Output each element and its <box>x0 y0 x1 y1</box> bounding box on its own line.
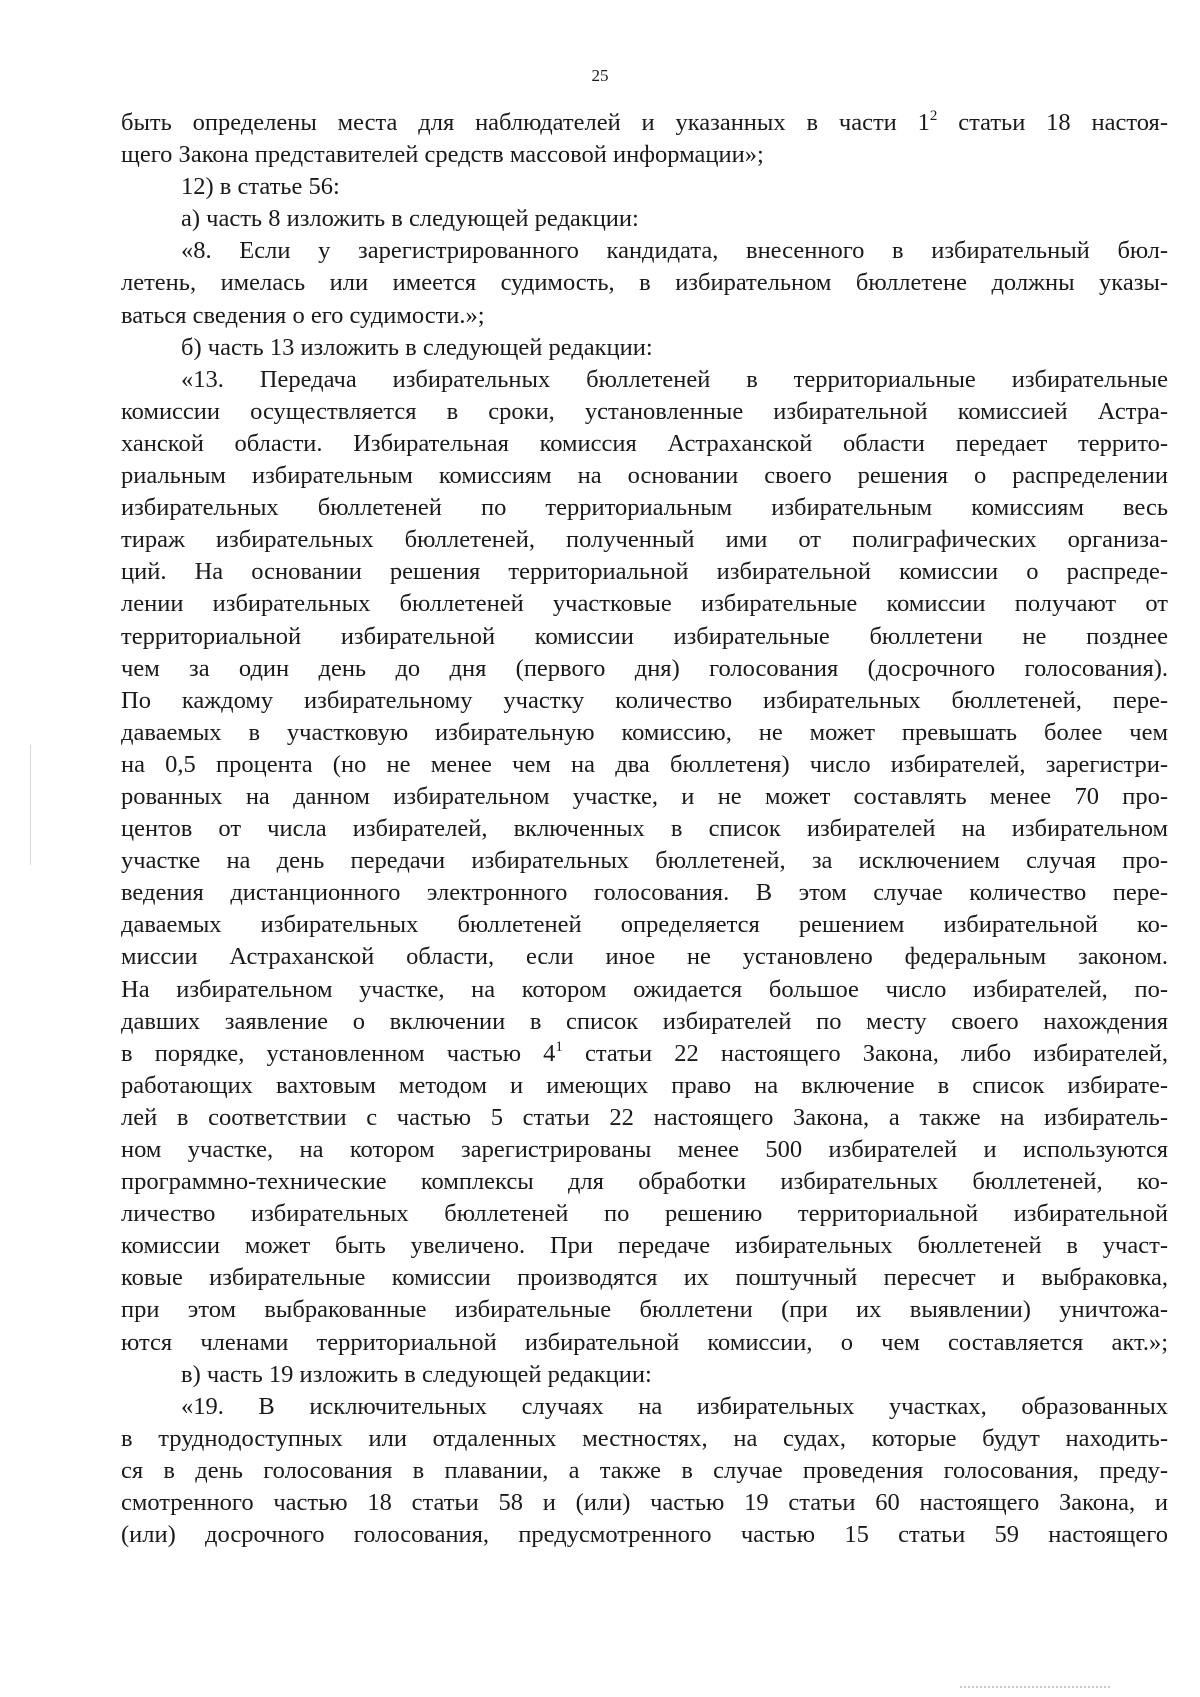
text-run: (или) досрочного голосования, предусмотренного частью 15 статьи 59 настоящего <box>121 1521 1168 1549</box>
text-line <box>121 1198 1168 1230</box>
text-run: а) часть 8 изложить в следующей редакции: <box>181 205 639 233</box>
text-line <box>121 781 1168 813</box>
text-run: комиссии осуществляется в сроки, установленные избирательной комиссией Астра- <box>121 397 1168 425</box>
text-line <box>121 1038 1168 1070</box>
text-run: статьи 18 настоя- <box>937 109 1168 136</box>
text-line <box>121 171 1168 203</box>
text-run: «8. Если у зарегистрированного кандидата, внесенного в избирательный бюл- <box>181 237 1168 265</box>
text-run: миссии Астраханской области, если иное не установлено федеральным законом. <box>121 943 1168 971</box>
text-run: «13. Передача избирательных бюллетеней в территориальные избирательные <box>181 365 1168 393</box>
text-line <box>121 235 1168 267</box>
text-line <box>121 1262 1168 1294</box>
superscript: 2 <box>929 108 938 124</box>
text-run: при этом выбракованные избирательные бюллетени (при их выявлении) уничтожа- <box>121 1296 1168 1324</box>
text-run: ся в день голосования в плавании, а также в случае проведения голосования, преду- <box>121 1456 1168 1484</box>
text-run: рованных на данном избирательном участке, и не может составлять менее 70 про- <box>121 782 1168 810</box>
text-run: ваться сведения о его судимости.»; <box>121 301 485 329</box>
text-line <box>121 492 1168 524</box>
text-run: в труднодоступных или отдаленных местностях, на судах, которые будут находить- <box>121 1424 1168 1452</box>
text-run: программно-технические комплексы для обработки избирательных бюллетеней, ко- <box>121 1168 1168 1196</box>
text-run: лении избирательных бюллетеней участковые избирательные комиссии получают от <box>121 590 1168 618</box>
text-line <box>121 621 1168 653</box>
text-run: смотренного частью 18 статьи 58 и (или) частью 19 статьи 60 настоящего Закона, и <box>121 1489 1168 1517</box>
text-line <box>121 653 1168 685</box>
text-run: ковые избирательные комиссии производятся их поштучный пересчет и выбраковка, <box>121 1264 1168 1292</box>
text-line <box>121 1359 1168 1391</box>
text-run: территориальной избирательной комиссии избирательные бюллетени не позднее <box>121 622 1168 650</box>
text-line <box>121 460 1168 492</box>
text-run: риальным избирательным комиссиям на основании своего решения о распределении <box>121 462 1168 490</box>
text-line <box>121 1391 1168 1423</box>
text-line <box>121 1519 1168 1551</box>
text-line <box>121 813 1168 845</box>
text-line <box>121 107 1168 139</box>
text-line <box>121 909 1168 941</box>
text-line <box>121 300 1168 332</box>
text-run: комиссии может быть увеличено. При передаче избирательных бюллетеней в участ- <box>121 1232 1168 1260</box>
text-line <box>121 845 1168 877</box>
text-line <box>121 1230 1168 1262</box>
text-line <box>121 1070 1168 1102</box>
text-line <box>121 1006 1168 1038</box>
text-run: По каждому избирательному участку количество избирательных бюллетеней, пере- <box>121 686 1168 714</box>
text-run: давших заявление о включении в список избирателей по месту своего нахождения <box>121 1007 1168 1035</box>
text-line <box>121 749 1168 781</box>
text-line <box>121 1102 1168 1134</box>
text-run: ются членами территориальной избирательной комиссии, о чем составляется акт.»; <box>121 1328 1168 1356</box>
text-line <box>121 685 1168 717</box>
text-line <box>121 267 1168 299</box>
text-line <box>121 974 1168 1006</box>
text-run: лей в соответствии с частью 5 статьи 22 настоящего Закона, а также на избиратель- <box>121 1103 1168 1131</box>
scan-artifact <box>960 1686 1110 1690</box>
text-run: 12) в статье 56: <box>181 173 340 201</box>
text-run: в) часть 19 изложить в следующей редакции: <box>181 1360 652 1388</box>
text-run: центов от числа избирателей, включенных в список избирателей на избирательном <box>121 815 1168 843</box>
text-run: щего Закона представителей средств массовой информации»; <box>121 141 764 169</box>
text-run: «19. В исключительных случаях на избирательных участках, образованных <box>181 1392 1168 1420</box>
text-line <box>121 941 1168 973</box>
text-line <box>121 717 1168 749</box>
superscript: 1 <box>555 1038 563 1055</box>
text-line <box>121 396 1168 428</box>
text-line <box>121 1134 1168 1166</box>
text-run: участке на день передачи избирательных бюллетеней, за исключением случая про- <box>121 847 1168 875</box>
text-run: личество избирательных бюллетеней по решению территориальной избирательной <box>121 1200 1168 1228</box>
text-run: в порядке, установленном частью 4 <box>121 1039 556 1067</box>
text-run: ведения дистанционного электронного голосования. В этом случае количество пере- <box>121 879 1168 907</box>
text-run: б) часть 13 изложить в следующей редакции: <box>181 333 653 361</box>
text-line <box>121 1327 1168 1359</box>
text-run: даваемых избирательных бюллетеней определяется решением избирательной ко- <box>121 911 1168 939</box>
text-run: избирательных бюллетеней по территориальным избирательным комиссиям весь <box>121 494 1168 522</box>
text-run: На избирательном участке, на котором ожидается большое число избирателей, по- <box>121 975 1168 1003</box>
text-line <box>121 1166 1168 1198</box>
text-line <box>121 203 1168 235</box>
text-run: ций. На основании решения территориальной избирательной комиссии о распреде- <box>121 558 1168 586</box>
text-run: быть определены места для наблюдателей и указанных в части 1 <box>121 109 930 136</box>
text-run: работающих вахтовым методом и имеющих право на включение в список избирате- <box>121 1071 1168 1099</box>
text-line <box>121 556 1168 588</box>
text-line <box>121 877 1168 909</box>
text-line <box>121 332 1168 364</box>
text-line <box>121 428 1168 460</box>
text-run: на 0,5 процента (но не менее чем на два бюллетеня) число избирателей, зарегистри- <box>121 750 1168 778</box>
text-line <box>121 1423 1168 1455</box>
text-run: ханской области. Избирательная комиссия Астраханской области передает террито- <box>121 429 1168 457</box>
text-line <box>121 588 1168 620</box>
text-run: летень, имелась или имеется судимость, в избирательном бюллетене должны указы- <box>121 269 1168 297</box>
text-run: статьи 22 настоящего Закона, либо избирателей, <box>562 1039 1168 1067</box>
text-run: даваемых в участковую избирательную комиссию, не может превышать более чем <box>121 718 1168 746</box>
text-line <box>121 139 1168 171</box>
text-line <box>121 524 1168 556</box>
text-run: чем за один день до дня (первого дня) голосования (досрочного голосования). <box>121 654 1168 682</box>
scan-margin-mark <box>30 745 31 865</box>
text-line <box>121 364 1168 396</box>
text-line <box>121 1294 1168 1326</box>
text-run: ном участке, на котором зарегистрированы менее 500 избирателей и используются <box>121 1136 1168 1163</box>
document-body <box>121 107 1168 1551</box>
text-line <box>121 1455 1168 1487</box>
text-line <box>121 1487 1168 1519</box>
page-number: 25 <box>591 66 609 85</box>
text-run: тираж избирательных бюллетеней, полученный ими от полиграфических организа- <box>121 526 1168 554</box>
